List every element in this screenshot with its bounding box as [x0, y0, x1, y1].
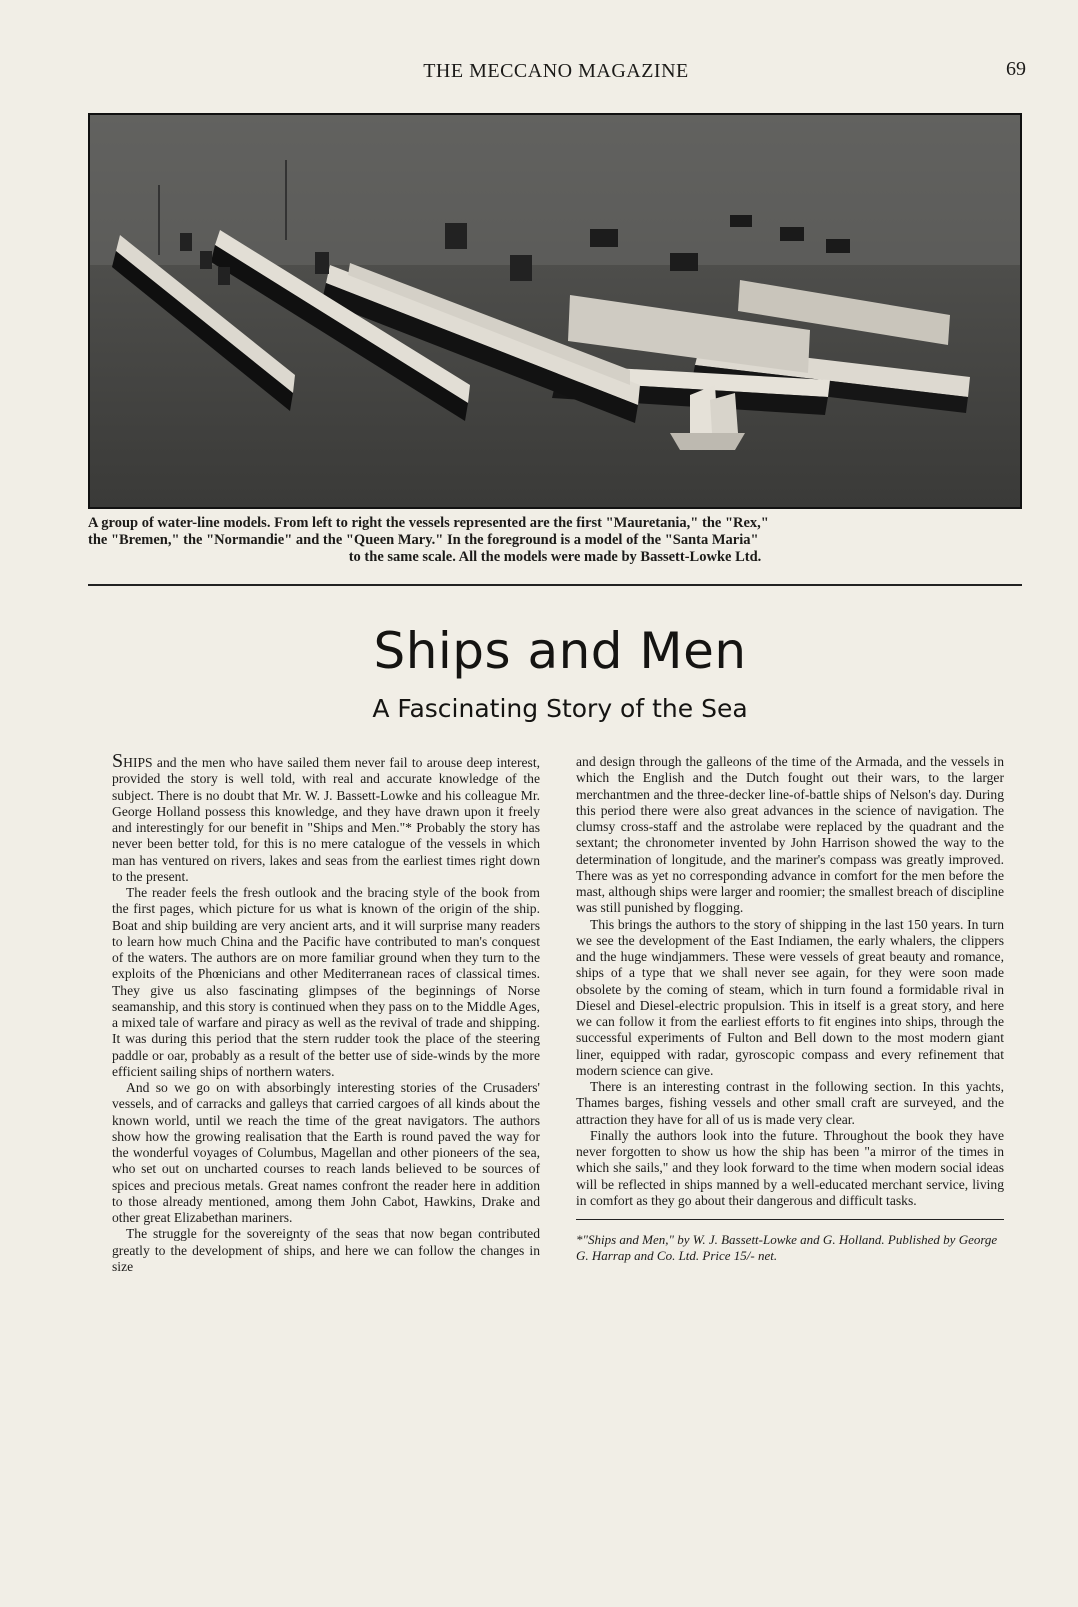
caption-line: the "Bremen," the "Normandie" and the "Queen Mary." In the foreground is a model of the "Santa Maria"	[88, 532, 759, 548]
drop-cap: S	[112, 750, 124, 772]
ship-models-illustration	[90, 115, 1020, 507]
caption-line: to the same scale. All the models were made by Bassett-Lowke Ltd.	[348, 549, 762, 565]
article-left-column	[112, 750, 540, 1275]
article-subtitle: A Fascinating Story of the Sea	[372, 694, 748, 723]
footnote-divider	[576, 1219, 1004, 1220]
article-title: Ships and Men	[373, 622, 747, 680]
article-paragraph: And so we go on with absorbingly interesting stories of the Crusaders' vessels, and of carracks and galleys that carried cargoes of all kinds about the known world, until we reach the time of the great navigators. The authors show how the growing realisation that the Earth is round paved the way for the wonderful voyages of Columbus, Magellan and other pioneers of the sea, who set out on uncharted courses to reach lands believed to be sources of spices and precious metals. Great names confront the reader here in addition to those already mentioned, among them John Cabot, Hawkins, Drake and other great Elizabethan mariners.	[112, 1080, 540, 1225]
caption-divider	[88, 584, 1022, 586]
article-paragraph: There is an interesting contrast in the following section. In this yachts, Thames barges, fishing vessels and other small craft are surveyed, and the attraction they have for all of us is made very clear.	[576, 1079, 1004, 1127]
article-paragraph: The struggle for the sovereignty of the seas that now began contributed greatly to the development of ships, and here we can follow the changes in size	[112, 1226, 540, 1274]
photo-caption	[88, 515, 1022, 566]
article-paragraph: This brings the authors to the story of shipping in the last 150 years. In turn we see the development of the East Indiamen, the early whalers, the clippers and the huge windjammers. These were vessels of great beauty and romance, ships of a type that we shall never see again, for they were soon made obsolete by the coming of steam, which in turn found a formidable rival in Diesel and Diesel-electric propulsion. This in itself is a great story, and here we can follow it from the earliest efforts to fit engines into ships, through the successful experiments of Fulton and Bell down to the most modern giant liner, equipped with radar, gyroscopic compass and every refinement that modern science can give.	[576, 916, 1004, 1078]
article-right-column	[576, 754, 1004, 1264]
article-paragraph: Finally the authors look into the future. Throughout the book they have never forgotten to show us how the ship has been "a mirror of the times in which she sails," and they look forward to the time when modern social ideas will be reflected in ships manned by a well-educated merchant service, living in comfort as they go about their dangerous and difficult tasks.	[576, 1127, 1004, 1208]
page-header	[86, 58, 1026, 88]
article-paragraph: SHIPS and the men who have sailed them never fail to arouse deep interest, provided the story is well told, with real and accurate knowledge of the subject. There is no doubt that Mr. W. J. Bassett-Lowke and his colleague Mr. George Holland possess this knowledge, and they have drawn upon it freely and interestingly for our benefit in "Ships and Men."* Probably the story has never been better told, for this is no mere catalogue of the vessels in which man has ventured on rivers, lakes and seas from the earliest times right down to the present.	[112, 750, 540, 884]
magazine-title: THE MECCANO MAGAZINE	[423, 60, 689, 82]
ship-models-photo	[88, 113, 1022, 509]
book-footnote: *"Ships and Men," by W. J. Bassett-Lowke and G. Holland. Published by George G. Harrap and Co. Ltd. Price 15/- net.	[576, 1232, 998, 1263]
caption-line: A group of water-line models. From left to right the vessels represented are the first "Mauretania," the "Rex,"	[88, 515, 769, 531]
page-number: 69	[1006, 58, 1026, 80]
article-paragraph: and design through the galleons of the time of the Armada, and the vessels in which the English and the Dutch fought out their wars, to the larger merchantmen and the three-decker line-of-battle ships of Nelson's day. During this period there were also great advances in the science of navigation. The clumsy cross-staff and the astrolabe were replaced by the quadrant and the sextant; the chronometer invented by John Harrison showed the way to the determination of longitude, and the mariner's compass was greatly improved. There was as yet no corresponding advance in comfort for the men before the mast, although ships were larger and roomier; the smallest breach of discipline was still punished by flogging.	[576, 754, 1004, 916]
article-paragraph: The reader feels the fresh outlook and the bracing style of the book from the first pages, which picture for us what is known of the origin of the ship. Boat and ship building are very ancient arts, and it will surprise many readers to learn how much China and the Pacific have contributed to man's conquest of the waters. The authors are on more familiar ground when they turn to the exploits of the Phœnicians and other Mediterranean races of classical times. They give us also fascinating glimpses of the beginnings of Norse seamanship, and this story is continued when they pass on to the Middle Ages, a mixed tale of warfare and piracy as well as the revival of trade and shipping. It was during this period that the stern rudder took the place of the steering paddle or oar, probably as a result of the better use of side-winds by the more efficient sailing ships of northern waters.	[112, 885, 540, 1079]
